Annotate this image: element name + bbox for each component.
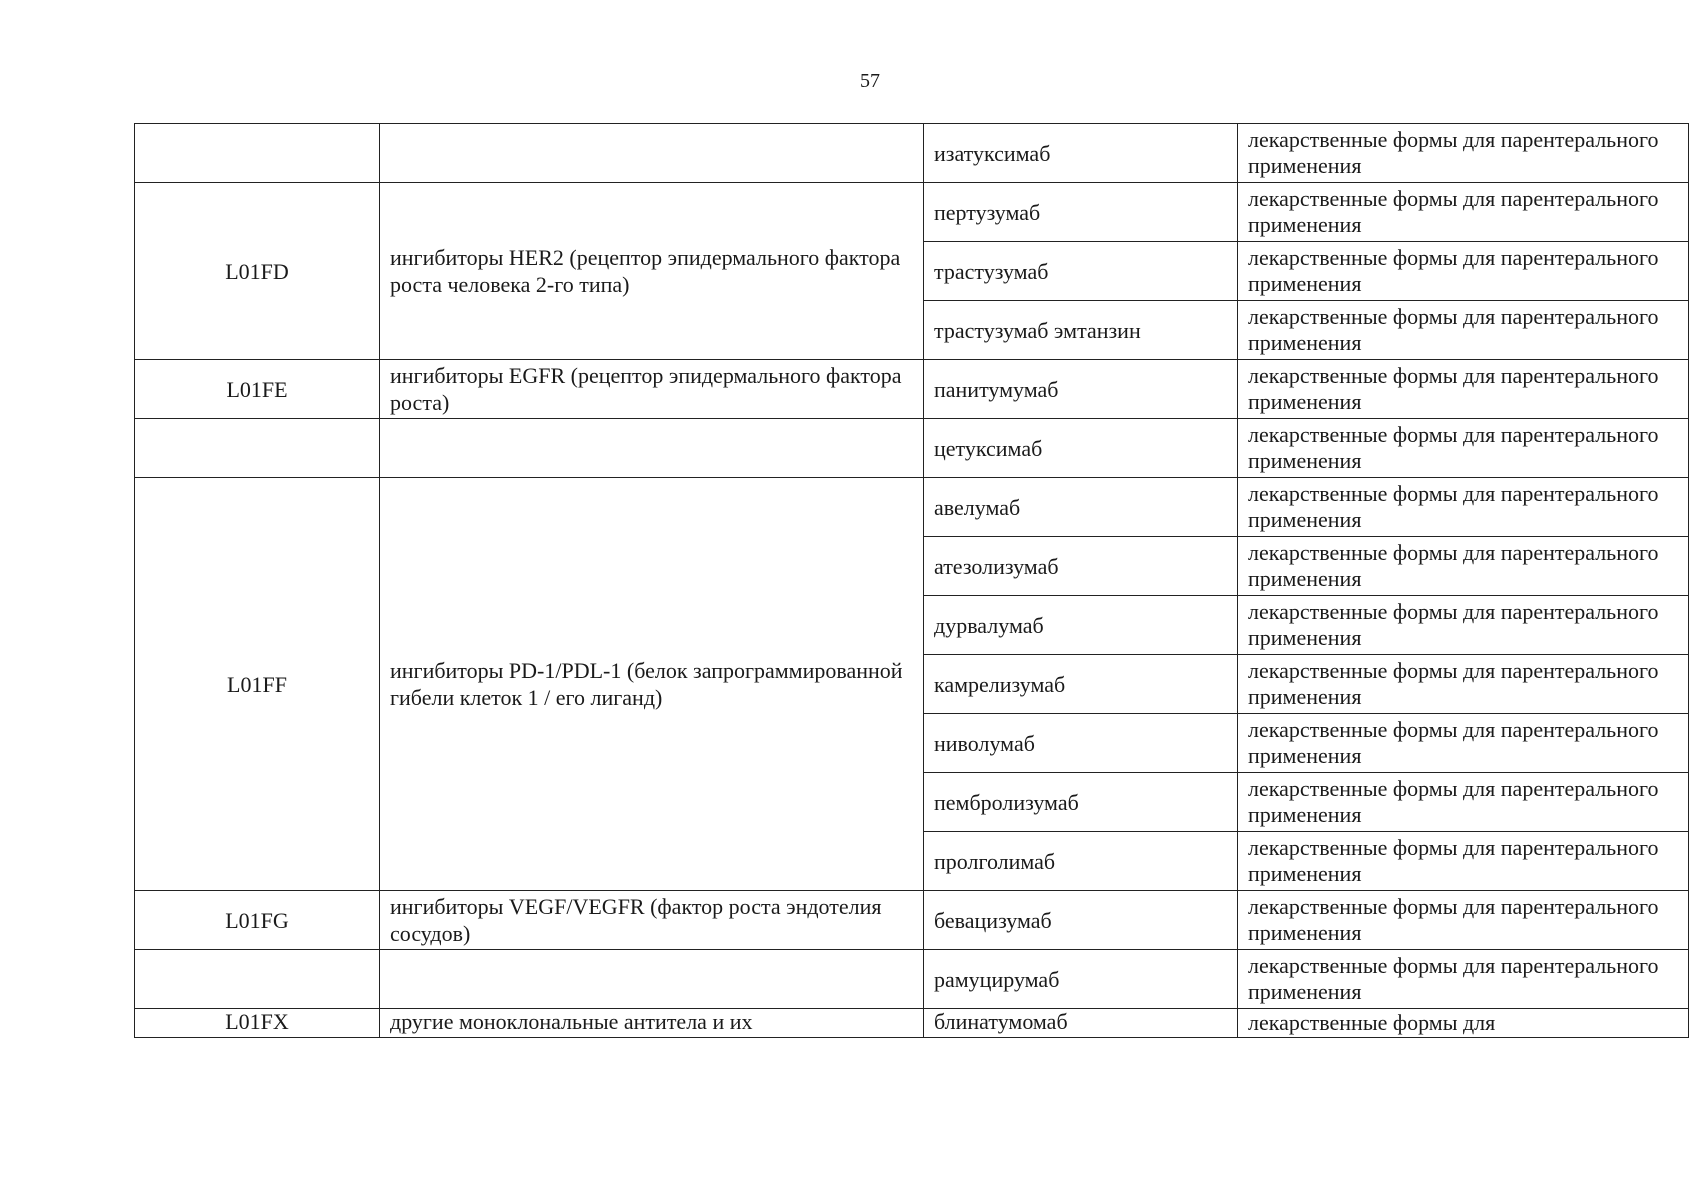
drug-name-cell: изатуксимаб [924,124,1238,183]
atc-code-cell: L01FE [135,360,380,419]
dosage-form-cell: лекарственные формы для парентерального применения [1238,596,1689,655]
drug-name-cell: камрелизумаб [924,655,1238,714]
drug-name-cell: авелумаб [924,478,1238,537]
dosage-form-cell: лекарственные формы для парентерального применения [1238,773,1689,832]
drug-name-cell: атезолизумаб [924,537,1238,596]
dosage-form-cell: лекарственные формы для парентерального применения [1238,891,1689,950]
table-row [135,891,1689,950]
dosage-form-cell: лекарственные формы для парентерального применения [1238,360,1689,419]
drug-name-cell: трастузумаб [924,242,1238,301]
drug-name-cell: цетуксимаб [924,419,1238,478]
dosage-form-cell: лекарственные формы для парентерального применения [1238,301,1689,360]
dosage-form-cell: лекарственные формы для парентерального применения [1238,950,1689,1009]
dosage-form-cell: лекарственные формы для парентерального применения [1238,832,1689,891]
group-name-cell [380,124,924,183]
drug-name-cell: пертузумаб [924,183,1238,242]
group-name-cell: ингибиторы EGFR (рецептор эпидермального фактора роста) [380,360,924,419]
drug-name-cell: пролголимаб [924,832,1238,891]
atc-code-cell: L01FX [135,1009,380,1038]
table-row [135,183,1689,242]
drug-name-cell: панитумумаб [924,360,1238,419]
drug-name-cell: пембролизумаб [924,773,1238,832]
dosage-form-cell: лекарственные формы для [1238,1009,1689,1038]
atc-code-cell: L01FG [135,891,380,950]
group-name-cell [380,950,924,1009]
dosage-form-cell: лекарственные формы для парентерального применения [1238,242,1689,301]
dosage-form-cell: лекарственные формы для парентерального применения [1238,714,1689,773]
page-number: 57 [860,70,880,92]
table-row [135,360,1689,419]
dosage-form-cell: лекарственные формы для парентерального применения [1238,478,1689,537]
table-row [135,1009,1689,1038]
drug-name-cell: блинатумомаб [924,1009,1238,1038]
drug-name-cell: бевацизумаб [924,891,1238,950]
atc-code-cell [135,124,380,183]
dosage-form-cell: лекарственные формы для парентерального применения [1238,537,1689,596]
group-name-cell: ингибиторы VEGF/VEGFR (фактор роста эндотелия сосудов) [380,891,924,950]
table-row [135,478,1689,537]
table-row [135,950,1689,1009]
table-row [135,124,1689,183]
group-name-cell: другие моноклональные антитела и их [380,1009,924,1038]
atc-code-cell: L01FF [135,478,380,891]
dosage-form-cell: лекарственные формы для парентерального применения [1238,183,1689,242]
drug-name-cell: ниволумаб [924,714,1238,773]
table-row [135,419,1689,478]
atc-code-cell [135,950,380,1009]
drug-name-cell: рамуцирумаб [924,950,1238,1009]
dosage-form-cell: лекарственные формы для парентерального применения [1238,419,1689,478]
atc-code-cell: L01FD [135,183,380,360]
dosage-form-cell: лекарственные формы для парентерального применения [1238,124,1689,183]
group-name-cell: ингибиторы PD-1/PDL-1 (белок запрограммированной гибели клеток 1 / его лиганд) [380,478,924,891]
drug-name-cell: трастузумаб эмтанзин [924,301,1238,360]
group-name-cell [380,419,924,478]
dosage-form-cell: лекарственные формы для парентерального применения [1238,655,1689,714]
drug-classification-table [134,123,1689,1038]
atc-code-cell [135,419,380,478]
group-name-cell: ингибиторы HER2 (рецептор эпидермального фактора роста человека 2-го типа) [380,183,924,360]
drug-name-cell: дурвалумаб [924,596,1238,655]
